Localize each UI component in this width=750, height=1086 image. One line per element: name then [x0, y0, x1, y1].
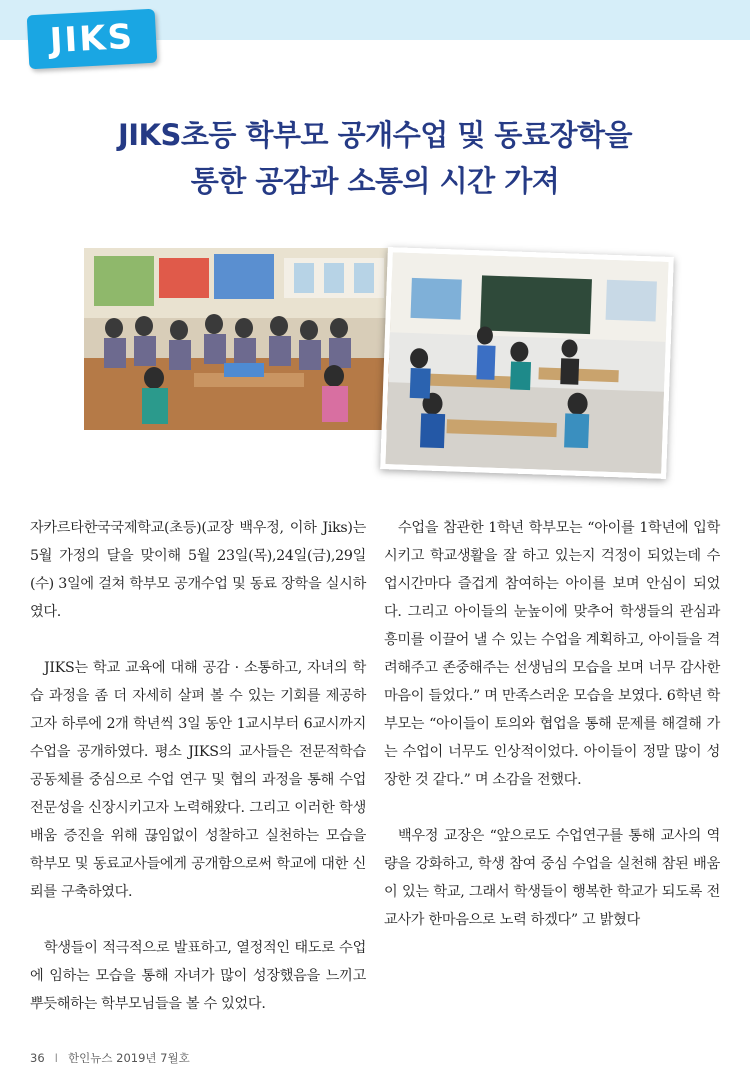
- article-paragraph: JIKS는 학교 교육에 대해 공감 · 소통하고, 자녀의 학습 과정을 좀 더 자세히 살펴 볼 수 있는 기회를 제공하고자 하루에 2개 학년씩 3일 동안 1교시부터 6교시까지 수업을 공개하였다. 평소 JIKS의 교사들은 전문적학습공동체를 중심으로 수업 연구 및 협의 과정을 통해 수업 전문성을 신장시키고자 노력해왔다. 그리고 이러한 학생 배움 증진을 위해 끊임없이 성찰하고 실천하는 모습을 학부모 및 동료교사들에게 공개함으로써 학교에 대한 신뢰를 구축하였다.: [30, 660, 366, 900]
- article-paragraph: 수업을 참관한 1학년 학부모는 “아이를 1학년에 입학시키고 학교생활을 잘 하고 있는지 걱정이 되었는데 수업시간마다 즐겁게 참여하는 아이를 보며 안심이 되었다. 그리고 아이들의 눈높이에 맞추어 학생들의 관심과 흥미를 이끌어 낼 수 있는 수업을 계획하고, 아이들을 격려해주고 존중해주는 선생님의 모습을 보며 너무 감사한 마음이 들었다.” 며 만족스러운 모습을 보였다. 6학년 학부모는 “아이들이 토의와 협업을 통해 문제를 해결해 가는 수업이 너무도 인상적이었다. 아이들이 정말 많이 성장한 것 같다.” 며 소감을 전했다.: [384, 520, 720, 788]
- classroom-photo-left: [84, 248, 392, 430]
- article-column-left: [30, 514, 366, 1046]
- classroom-photo-right: [380, 247, 674, 479]
- article-title-line2: 통한 공감과 소통의 시간 가져: [190, 164, 560, 198]
- article-paragraph: 백우정 교장은 “앞으로도 수업연구를 통해 교사의 역량을 강화하고, 학생 참여 중심 수업을 실천해 참된 배움이 있는 학교, 그래서 학생들이 행복한 학교가 되도록 전교사가 한마음으로 노력 하겠다” 고 밝혔다: [384, 828, 720, 928]
- footer-separator: I: [54, 1051, 59, 1065]
- publication-info: 한인뉴스 2019년 7월호: [68, 1051, 190, 1065]
- classroom-photo-right-image: [385, 252, 668, 474]
- article-paragraph: 자카르타한국국제학교(초등)(교장 백우정, 이하 Jiks)는 5월 가정의 달을 맞이해 5월 23일(목),24일(금),29일(수) 3일에 걸쳐 학부모 공개수업 및 동료 장학을 실시하였다.: [30, 520, 366, 620]
- section-badge-label: JIKS: [48, 16, 136, 62]
- section-badge: [27, 9, 158, 70]
- page-footer: [30, 1050, 190, 1066]
- article-title: [0, 112, 750, 204]
- article-title-line1: JIKS초등 학부모 공개수업 및 동료장학을: [117, 118, 633, 152]
- article-paragraph: 학생들이 적극적으로 발표하고, 열정적인 태도로 수업에 임하는 모습을 통해 자녀가 많이 성장했음을 느끼고 뿌듯해하는 학부모님들을 볼 수 있었다.: [30, 940, 366, 1012]
- article-column-right: [384, 514, 720, 962]
- page-number: 36: [30, 1051, 45, 1065]
- classroom-photo-left-image: [84, 248, 392, 430]
